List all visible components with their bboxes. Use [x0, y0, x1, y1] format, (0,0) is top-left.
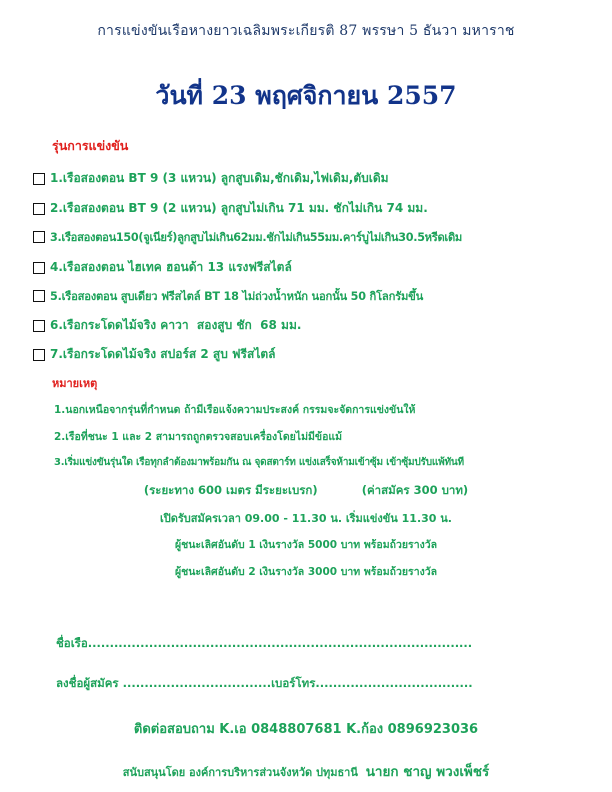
checkbox[interactable] [33, 231, 45, 243]
note-item: 2.เรือที่ชนะ 1 และ 2 สามารถถูกตรวจสอบเครื่องโดยไม่มีข้อแม้ [54, 431, 343, 443]
contact-info: ติดต่อสอบถาม K.เอ 0848807681 K.ก้อง 0896923036 [133, 722, 479, 737]
note-item: 1.นอกเหนือจากรุ่นที่กำหนด ถ้ามีเรือแจ้งความประสงค์ กรรมจะจัดการแข่งขันให้ [54, 404, 416, 416]
category-item [33, 199, 428, 218]
category-item [33, 258, 292, 277]
boat-name-field[interactable]: ชื่อเรือ........................................................................................ [56, 636, 473, 650]
event-title: การแข่งขันเรือหางยาวเฉลิมพระเกียรติ 87 พรรษา 5 ธันวา มหาราช [97, 23, 515, 39]
category-label: 4.เรือสองตอน ไฮเทค ฮอนด้า 13 แรงฟรีสไตล์ [50, 260, 292, 274]
sponsor-prefix: สนับสนุนโดย องค์การบริหารส่วนจังหวัด ปทุมธานี [122, 766, 358, 779]
checkbox[interactable] [33, 262, 45, 274]
category-label: 6.เรือกระโดดไม้จริง คาวา สองสูบ ชัก 68 มม. [50, 318, 302, 332]
checkbox[interactable] [33, 203, 45, 215]
sponsor-name: นายก ชาญ พวงเพ็ชร์ [365, 764, 490, 780]
schedule-text: เปิดรับสมัครเวลา 09.00 - 11.30 น. เริ่มแข่งขัน 11.30 น. [160, 512, 452, 525]
category-label: 3.เรือสองตอน150(จูเนียร์)ลูกสูบไม่เกิน62มม.ชักไม่เกิน55มม.คาร์บูไม่เกิน30.5หรีดเดิม [50, 231, 462, 244]
checkbox[interactable] [33, 349, 45, 361]
notes-heading: หมายเหตุ [52, 377, 98, 390]
fee-text: (ค่าสมัคร 300 บาท) [361, 483, 469, 497]
sponsor-line [0, 760, 612, 782]
category-item [33, 287, 423, 305]
note-item: 3.เริ่มแข่งขันรุ่นใด เรือทุกลำต้องมาพร้อมกัน ณ จุดสตาร์ท แข่งเสร็จห้ามเข้าซุ้ม เข้าซุ้มปรับแพ้ทันที [54, 457, 464, 468]
event-date: วันที่ 23 พฤศจิกายน 2557 [155, 81, 457, 110]
category-item [33, 228, 462, 246]
checkbox[interactable] [33, 173, 45, 185]
checkbox[interactable] [33, 320, 45, 332]
categories-heading: รุ่นการแข่งขัน [52, 138, 129, 153]
category-item [33, 345, 276, 364]
prize-2-text: ผู้ชนะเลิศอันดับ 2 เงินรางวัล 3000 บาท พร้อมถ้วยรางวัล [174, 566, 438, 578]
category-item [33, 316, 301, 335]
category-label: 5.เรือสองตอน สูบเดียว ฟรีสไตล์ BT 18 ไม่ถ่วงน้ำหนัก นอกนั้น 50 กิโลกรัมขึ้น [50, 290, 424, 303]
prize-1-text: ผู้ชนะเลิศอันดับ 1 เงินรางวัล 5000 บาท พร้อมถ้วยรางวัล [174, 539, 438, 551]
distance-fee-line [0, 482, 612, 500]
category-label: 7.เรือกระโดดไม้จริง สปอร์ส 2 สูบ ฟรีสไตล์ [50, 347, 276, 361]
distance-text: (ระยะทาง 600 เมตร มีระยะเบรก) [143, 483, 318, 497]
category-label: 2.เรือสองตอน BT 9 (2 แหวน) ลูกสูบไม่เกิน 71 มม. ชักไม่เกิน 74 มม. [50, 201, 428, 215]
checkbox[interactable] [33, 290, 45, 302]
applicant-field[interactable]: ลงชื่อผู้สมัคร ..................................เบอร์โทร.................................... [56, 676, 473, 690]
category-item [33, 169, 389, 188]
category-label: 1.เรือสองตอน BT 9 (3 แหวน) ลูกสูบเดิม,ชักเดิม,ไฟเดิม,ตับเดิม [50, 171, 389, 185]
